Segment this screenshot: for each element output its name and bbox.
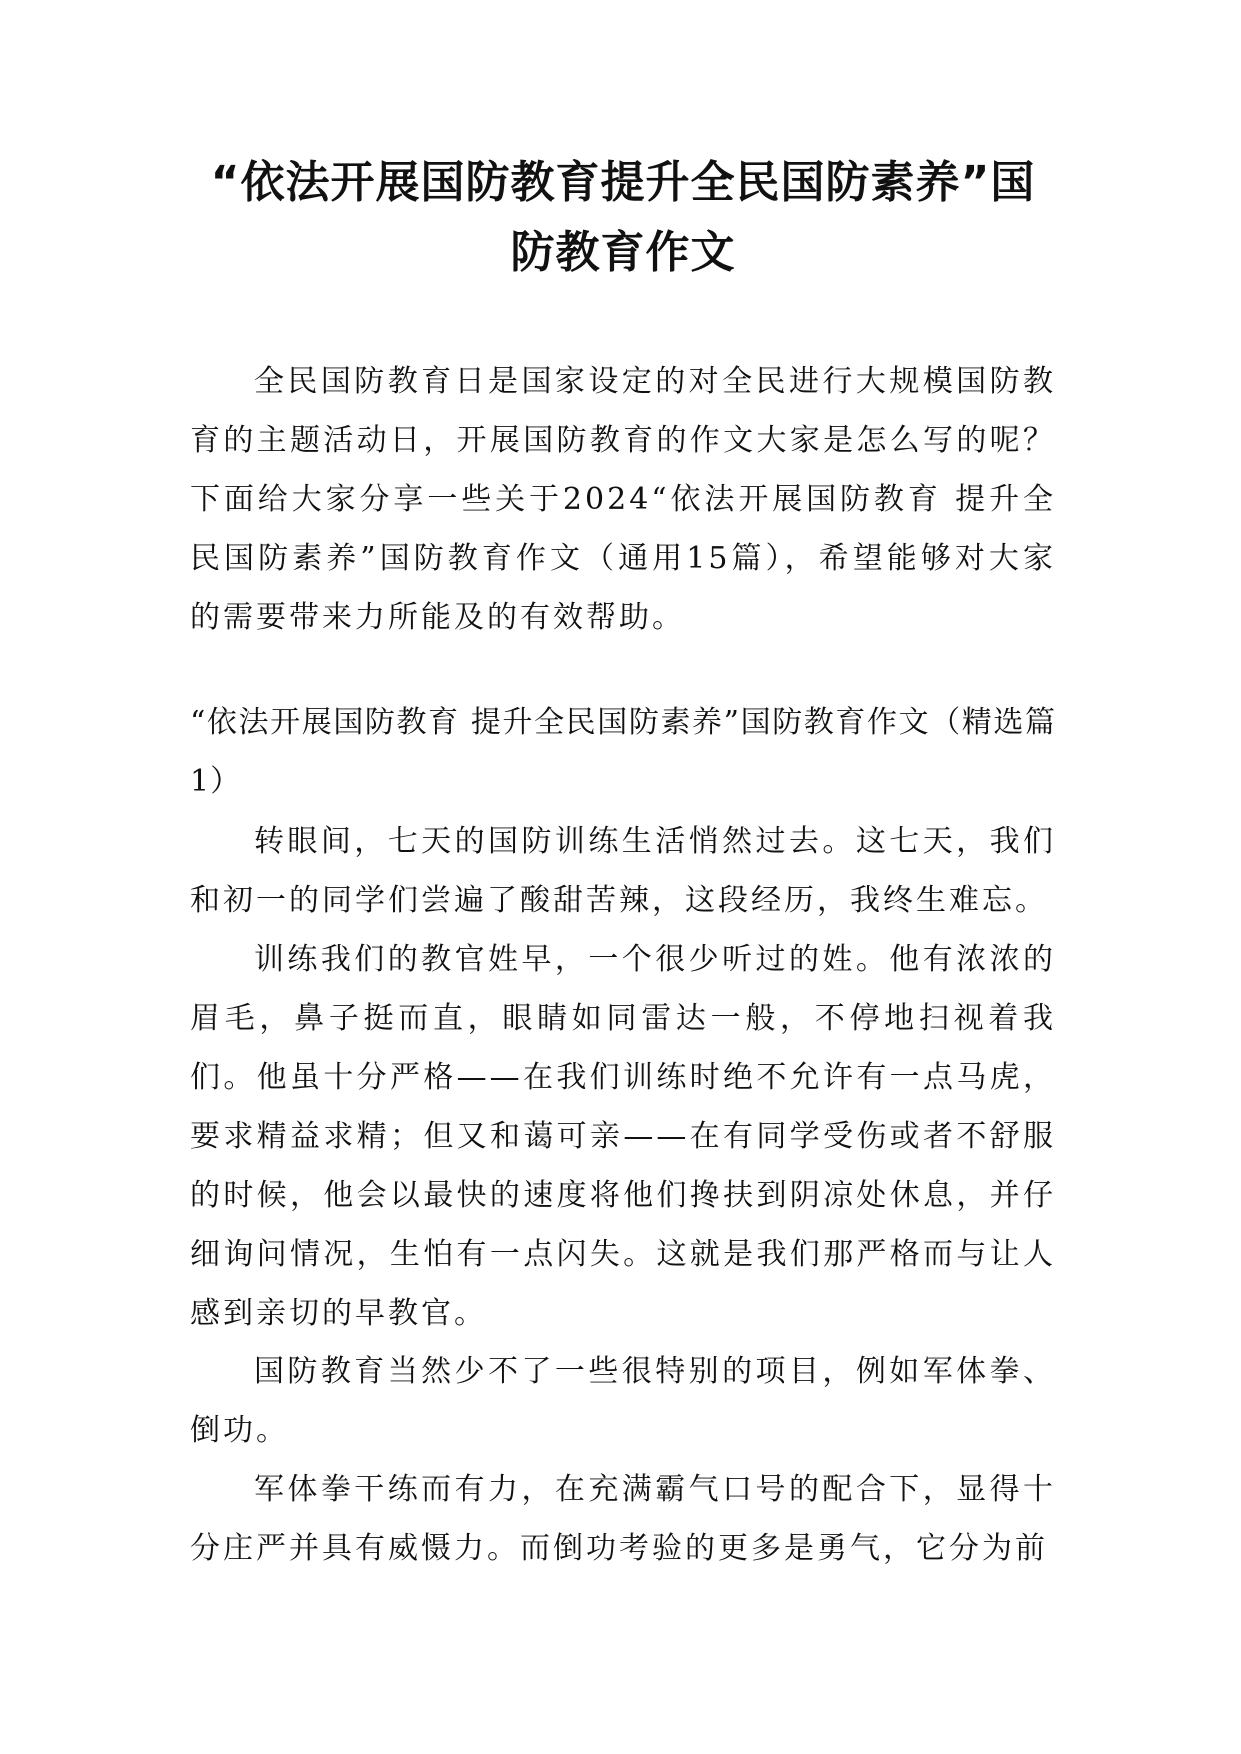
intro-paragraph: 全民国防教育日是国家设定的对全民进行大规模国防教育的主题活动日，开展国防教育的作文大家是怎么写的呢？下面给大家分享一些关于2024“依法开展国防教育 提升全民国防素养”国防教育作文（通用15篇），希望能够对大家的需要带来力所能及的有效帮助。 bbox=[190, 364, 1056, 635]
body-paragraph-3: 国防教育当然少不了一些很特别的项目，例如军体拳、倒功。 bbox=[190, 1354, 1056, 1448]
body-paragraph-4: 军体拳干练而有力，在充满霸气口号的配合下，显得十分庄严并具有威慑力。而倒功考验的更多是勇气，它分为前 bbox=[190, 1472, 1056, 1566]
body-paragraph-1: 转眼间，七天的国防训练生活悄然过去。这七天，我们和初一的同学们尝遍了酸甜苦辣，这段经历，我终生难忘。 bbox=[190, 824, 1056, 918]
document-title: “依法开展国防教育提升全民国防素养”国防教育作文 bbox=[210, 157, 1036, 278]
section-heading: “依法开展国防教育 提升全民国防素养”国防教育作文（精选篇1） bbox=[190, 705, 1056, 799]
body-paragraph-2: 训练我们的教官姓早，一个很少听过的姓。他有浓浓的眉毛，鼻子挺而直，眼睛如同雷达一般，不停地扫视着我们。他虽十分严格——在我们训练时绝不允许有一点马虎，要求精益求精；但又和蔼可亲——在有同学受伤或者不舒服的时候，他会以最快的速度将他们搀扶到阴凉处休息，并仔细询问情况，生怕有一点闪失。这就是我们那严格而与让人感到亲切的早教官。 bbox=[190, 942, 1056, 1331]
